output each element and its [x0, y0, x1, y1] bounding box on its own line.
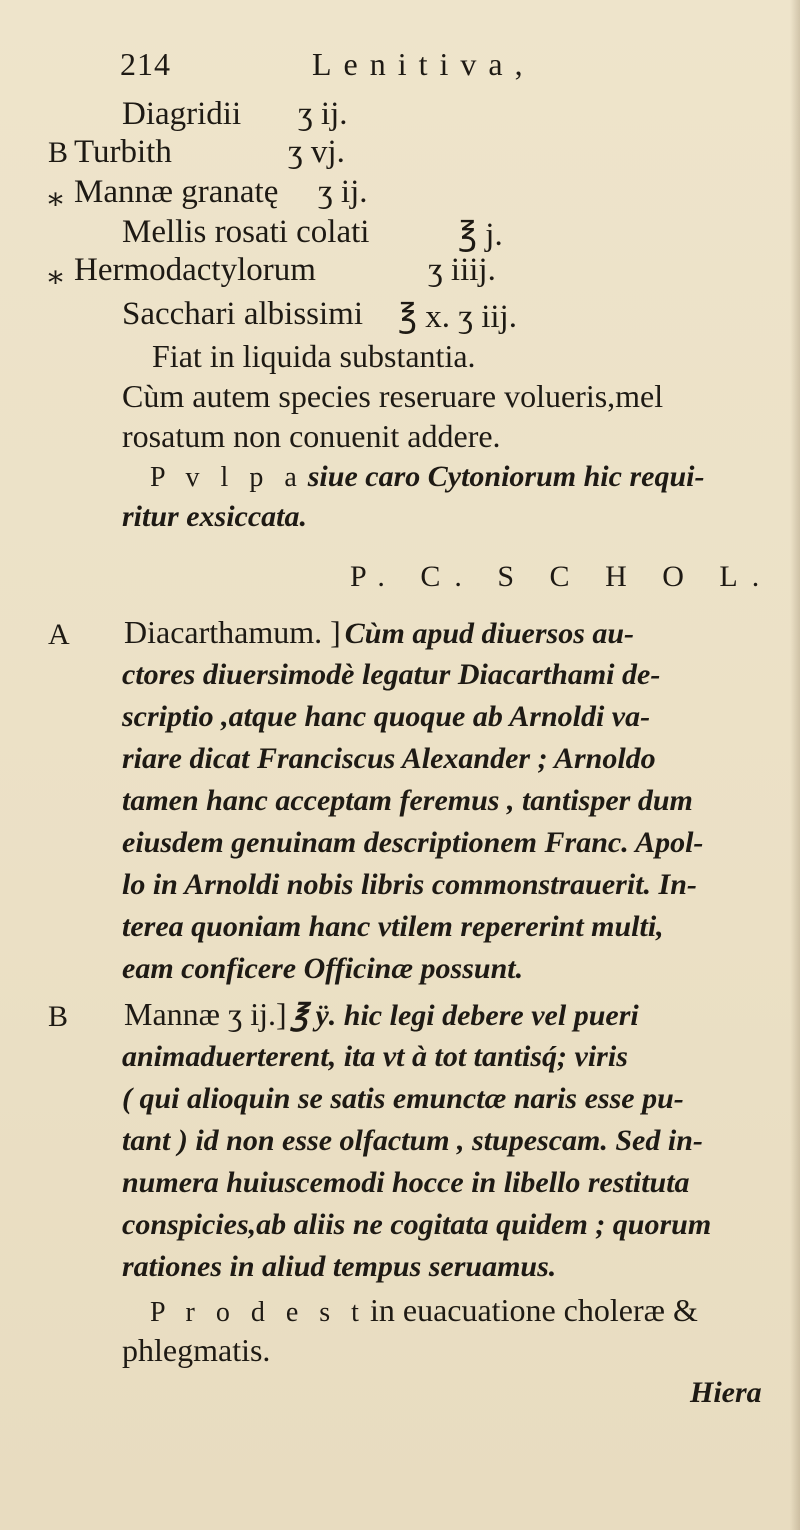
ingredient-name: Turbith — [74, 134, 172, 170]
scholion-line: tant ) id non esse olfactum , stupescam. Sed in- — [122, 1124, 703, 1157]
scholion-line: scriptio ,atque hanc quoque ab Arnoldi va- — [122, 700, 651, 733]
running-title: Lenitiva, — [312, 46, 535, 82]
page-number: 214 — [120, 46, 171, 82]
scholion-line: tamen hanc acceptam feremus , tantisper dum — [122, 784, 693, 817]
italic-text: ℥ ÿ. hic legi debere vel pueri — [290, 999, 639, 1032]
italic-text: ritur exsiccata. — [122, 500, 307, 533]
margin-letter: B — [48, 136, 69, 169]
section-heading: P. C. S C H O L. — [350, 560, 774, 593]
asterisk-mark: ⁎ — [48, 257, 63, 290]
page-edge-shadow — [790, 0, 800, 1530]
scholion-line: numera huiuscemodi hocce in libello restituta — [122, 1166, 690, 1199]
scholion-line: rationes in aliud tempus seruamus. — [122, 1250, 557, 1283]
italic-text: Cùm apud diuersos au- — [344, 617, 635, 650]
scholion-line: terea quoniam hanc vtilem repererint multi, — [122, 910, 664, 943]
ingredient-quantity: ʒ ij. — [298, 96, 348, 132]
small-caps-lead: P r o d e s t — [150, 1297, 366, 1328]
scholion-line: riare dicat Franciscus Alexander ; Arnoldo — [122, 742, 656, 775]
margin-letter: A — [48, 618, 70, 651]
ingredient-name: Diagridii — [122, 96, 242, 132]
pulpa-paragraph — [150, 460, 704, 494]
scholion-line: conspicies,ab aliis ne cogitata quidem ; quorum — [122, 1208, 712, 1241]
prodest-paragraph — [150, 1292, 698, 1329]
scholion-lead-line — [124, 614, 634, 651]
ingredient-name: Mellis rosati colati — [122, 214, 370, 250]
ingredient-name: Mannæ granatę — [74, 174, 279, 210]
scholion-line: eam conficere Officinæ possunt. — [122, 952, 524, 985]
scholion-lead-line — [124, 996, 639, 1033]
lemma: Mannæ ʒ ij.] — [124, 996, 287, 1032]
instruction-line: Fiat in liquida substantia. — [152, 338, 476, 374]
asterisk-mark: ⁎ — [48, 179, 63, 212]
ingredient-quantity: ʒ vj. — [288, 134, 345, 170]
ingredient-name: Hermodactylorum — [74, 252, 316, 288]
scholion-line: ( qui alioquin se satis emunctæ naris esse pu- — [122, 1082, 684, 1115]
margin-letter: B — [48, 1000, 69, 1033]
ingredient-name: Sacchari albissimi — [122, 296, 364, 332]
instruction-line: rosatum non conuenit addere. — [122, 418, 501, 454]
instruction-line: Cùm autem species reseruare volueris,mel — [122, 378, 664, 414]
small-caps-lead: P v l p a — [150, 462, 304, 493]
catchword: Hiera — [690, 1376, 762, 1409]
lemma: Diacarthamum. ] — [124, 614, 341, 650]
prodest-text: phlegmatis. — [122, 1332, 271, 1368]
scholion-line: eiusdem genuinam descriptionem Franc. Apol- — [122, 826, 704, 859]
scholion-line: animaduerterent, ita vt à tot tantisq́; viris — [122, 1040, 628, 1073]
recipe-item — [122, 96, 241, 133]
scholion-line: lo in Arnoldi nobis libris commonstrauerit. In- — [122, 868, 697, 901]
ingredient-quantity: ʒ ij. — [318, 174, 368, 210]
ingredient-quantity: ℥ x. ʒ iij. — [398, 299, 517, 335]
ingredient-quantity: ℥ j. — [458, 217, 503, 253]
prodest-text: in euacuatione choleræ & — [369, 1292, 698, 1328]
scholion-line: ctores diuersimodè legatur Diacarthami de- — [122, 658, 661, 691]
italic-text: siue caro Cytoniorum hic requi- — [307, 460, 705, 493]
ingredient-quantity: ʒ iiij. — [428, 252, 496, 288]
